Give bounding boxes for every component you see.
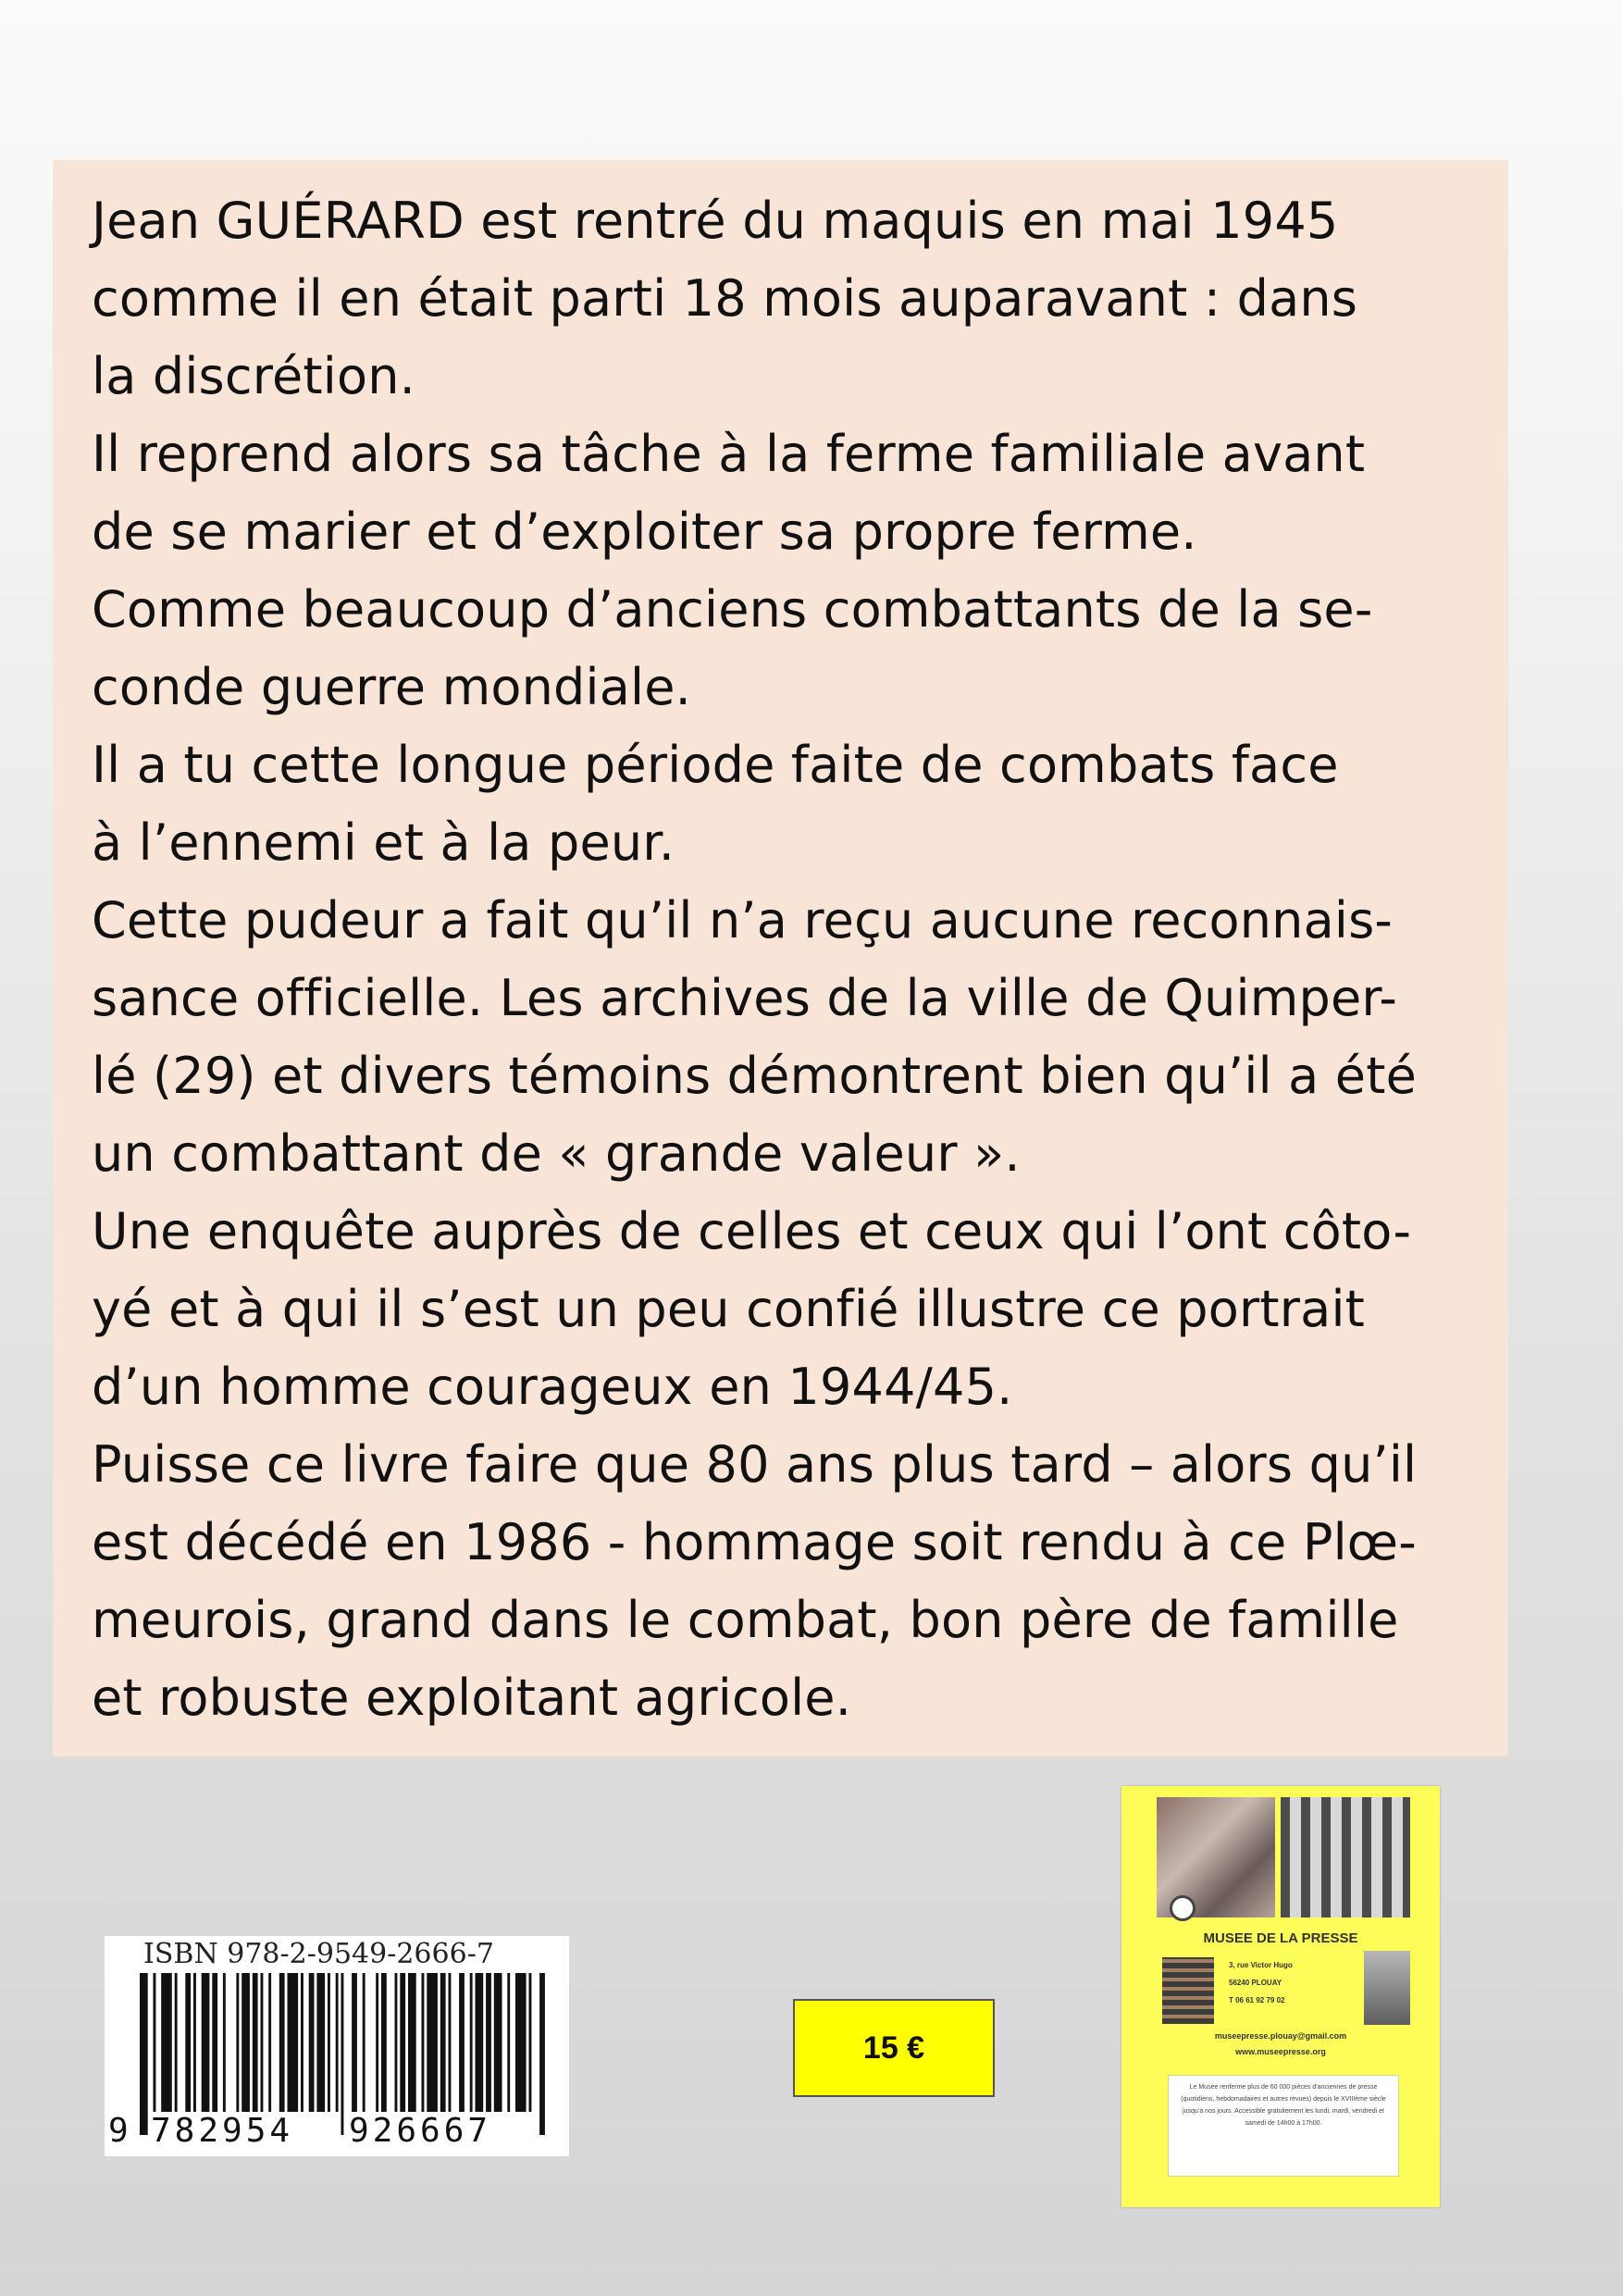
barcode-bar xyxy=(301,1973,304,2112)
blurb-line: meurois, grand dans le combat, bon père de famille xyxy=(92,1591,1399,1649)
blurb-line: Une enquête auprès de celles et ceux qui l’ont côto- xyxy=(92,1202,1412,1260)
barcode-bar xyxy=(341,1973,344,2135)
blurb-line: lé (29) et divers témoins démontrent bien qu’il a été xyxy=(92,1047,1418,1105)
blurb-line: Cette pudeur a fait qu’il n’a reçu aucune reconnais- xyxy=(92,891,1394,949)
barcode-bar xyxy=(470,1973,473,2112)
barcode-digit-group-right: 926667 xyxy=(349,2112,492,2150)
barcode-bar xyxy=(236,1973,239,2112)
barcode-digits xyxy=(105,2112,569,2153)
flyer-photo-shelves xyxy=(1281,1797,1410,1917)
flyer-phone: T 06 61 92 79 02 xyxy=(1229,1996,1285,2004)
barcode-bar xyxy=(408,1973,416,2112)
barcode-bar xyxy=(223,1973,226,2112)
barcode-bar xyxy=(494,1973,502,2112)
barcode-digit-lead: 9 xyxy=(108,2112,129,2150)
blurb-line: un combattant de « grande valeur ». xyxy=(92,1124,1021,1183)
barcode-bar xyxy=(253,1973,258,2112)
barcode-digit-group-left: 782954 xyxy=(151,2112,294,2150)
isbn-barcode xyxy=(105,1936,569,2156)
barcode-bar xyxy=(427,1973,438,2112)
barcode-bar xyxy=(459,1973,465,2112)
barcode-bar xyxy=(268,1973,271,2112)
barcode-bar xyxy=(193,1973,196,2112)
barcode-bar xyxy=(486,1973,491,2112)
blurb-line: Puisse ce livre faire que 80 ans plus tard – alors qu’il xyxy=(92,1435,1418,1494)
blurb-line: sance officielle. Les archives de la ville de Quimper- xyxy=(92,969,1398,1027)
barcode-bar xyxy=(422,1973,425,2112)
blurb-line: yé et à qui il s’est un peu confié illustre ce portrait xyxy=(92,1280,1366,1338)
barcode-bar xyxy=(185,1973,191,2112)
barcode-bar xyxy=(395,1973,398,2112)
barcode-bar xyxy=(242,1973,250,2112)
flyer-address xyxy=(1229,1956,1293,2009)
flyer-email: museepresse.plouay@gmail.com xyxy=(1214,2031,1347,2041)
blurb-line: conde guerre mondiale. xyxy=(92,658,692,716)
flyer-website: www.museepresse.org xyxy=(1235,2047,1326,2056)
barcode-bar xyxy=(316,1973,325,2112)
barcode-bar xyxy=(352,1973,357,2112)
barcode-bar xyxy=(328,1973,330,2112)
barcode-bar xyxy=(175,1973,178,2112)
flyer-photo-press xyxy=(1162,1957,1214,2024)
flyer-address-city: 56240 PLOUAY xyxy=(1229,1979,1282,1987)
barcode-bar xyxy=(161,1973,172,2112)
barcode-bar xyxy=(507,1973,510,2112)
blurb-line: à l’ennemi et à la peur. xyxy=(92,813,675,872)
blurb-line: d’un homme courageux en 1944/45. xyxy=(92,1358,1013,1416)
museum-logo-icon xyxy=(1170,1895,1196,1921)
barcode-bar xyxy=(529,1973,532,2112)
barcode-bar xyxy=(440,1973,446,2112)
barcode-bar xyxy=(212,1973,217,2112)
blurb-line: de se marier et d’exploiter sa propre ferme. xyxy=(92,503,1197,561)
barcode-bar xyxy=(288,1973,299,2112)
barcode-bar xyxy=(279,1973,285,2112)
blurb-line: et robuste exploitant agricole. xyxy=(92,1669,852,1727)
barcode-bar xyxy=(515,1973,527,2112)
museum-flyer xyxy=(1121,1786,1440,2207)
barcode-bar xyxy=(336,1973,339,2112)
flyer-notice: Le Musée renferme plus de 60 000 pièces d’anciennes de presse (quotidiens, hebdomadaires et autres revues) depuis le XVIIIème siècle jusqu’à nos jours. Accessible gratuitement les lundi, mardi, vendredi et samedi de 14h00 à 17h00. xyxy=(1168,2075,1399,2177)
flyer-title: MUSEE DE LA PRESSE xyxy=(1203,1930,1358,1946)
barcode-bars xyxy=(140,1973,547,2135)
blurb-text xyxy=(92,182,1471,1737)
blurb-line: comme il en était parti 18 mois auparavant : dans xyxy=(92,269,1358,328)
blurb-line: la discrétion. xyxy=(92,347,416,405)
barcode-bar xyxy=(381,1973,387,2112)
barcode-bar xyxy=(363,1973,365,2112)
blurb-line: Il a tu cette longue période faite de combats face xyxy=(92,736,1339,794)
barcode-bar xyxy=(309,1973,315,2112)
flyer-address-street: 3, rue Victor Hugo xyxy=(1229,1961,1293,1969)
barcode-bar xyxy=(476,1973,484,2112)
barcode-bar xyxy=(140,1973,148,2135)
back-cover-text-panel xyxy=(53,160,1508,1756)
isbn-label: ISBN 978-2-9549-2666-7 xyxy=(143,1938,494,1970)
price-label: 15 € xyxy=(862,2029,925,2066)
blurb-line: Comme beaucoup d’anciens combattants de la se- xyxy=(92,580,1373,639)
price-tag xyxy=(793,1999,995,2097)
blurb-line: Jean GUÉRARD est rentré du maquis en mai 1945 xyxy=(92,192,1339,250)
blurb-line: est décédé en 1986 - hommage soit rendu à ce Plœ- xyxy=(92,1513,1417,1571)
blurb-line: Il reprend alors sa tâche à la ferme familiale avant xyxy=(92,425,1366,483)
flyer-photo-door xyxy=(1364,1951,1410,2025)
flyer-contact xyxy=(1121,2029,1440,2060)
barcode-bar xyxy=(376,1973,378,2112)
barcode-bar xyxy=(261,1973,264,2112)
barcode-bar xyxy=(449,1973,452,2112)
barcode-bar xyxy=(154,1973,156,2112)
barcode-bar xyxy=(400,1973,405,2112)
barcode-bar xyxy=(539,1973,545,2135)
barcode-bar xyxy=(202,1973,210,2112)
